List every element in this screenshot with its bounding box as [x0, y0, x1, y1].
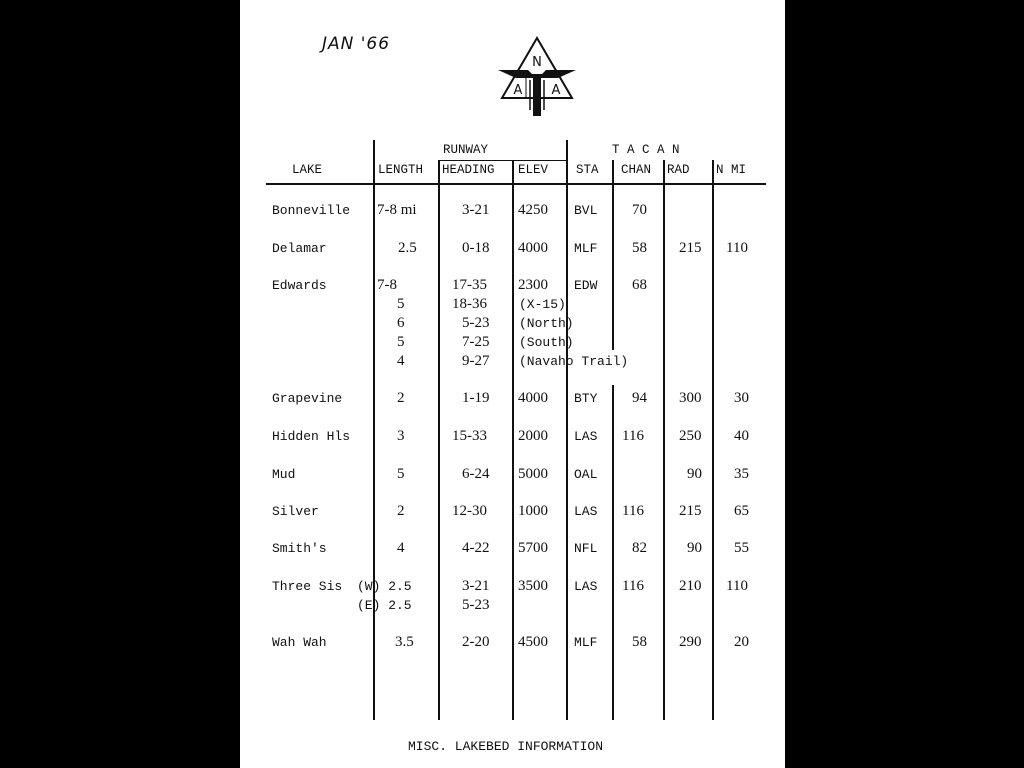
elev-cell: 2300 — [518, 277, 548, 293]
header-rule — [266, 183, 766, 185]
column-header-heading: HEADING — [442, 163, 495, 177]
elev-cell: 5000 — [518, 466, 548, 482]
chan-cell: 68 — [632, 277, 647, 293]
sta-cell: LAS — [574, 579, 598, 594]
elev-cell: 4250 — [518, 202, 548, 218]
column-header-lake: LAKE — [292, 163, 323, 177]
runway-group-header: RUNWAY — [443, 143, 489, 157]
document-page — [240, 0, 785, 768]
nmi-cell: 110 — [726, 578, 748, 594]
rad-cell: 250 — [679, 428, 702, 444]
document-date: JAN '66 — [322, 34, 391, 54]
column-divider — [438, 160, 440, 720]
heading-cell: 0-18 — [462, 240, 490, 256]
nmi-cell: 65 — [734, 503, 749, 519]
length-cell: 2.5 — [398, 240, 417, 256]
tacan-group-header: T A C A N — [612, 143, 680, 157]
rad-cell: 215 — [679, 240, 702, 256]
rad-cell: 90 — [687, 540, 702, 556]
column-header-elev: ELEV — [518, 163, 549, 177]
column-header-length: LENGTH — [378, 163, 424, 177]
length-cell: 3.5 — [395, 634, 414, 650]
nmi-cell: 55 — [734, 540, 749, 556]
length-cell: (E) 2.5 — [357, 598, 412, 613]
nmi-cell: 40 — [734, 428, 749, 444]
heading-cell: 3-21 — [462, 578, 490, 594]
elev-cell: 3500 — [518, 578, 548, 594]
length-cell: (W) 2.5 — [357, 579, 412, 594]
sta-cell: BVL — [574, 203, 598, 218]
column-header-sta: STA — [576, 163, 599, 177]
heading-cell: 15-33 — [452, 428, 487, 444]
length-cell: 4 — [397, 540, 405, 556]
rad-cell: 290 — [679, 634, 702, 650]
length-cell: 6 — [397, 315, 405, 331]
chan-cell: 58 — [632, 240, 647, 256]
rad-cell: 215 — [679, 503, 702, 519]
column-header-n-mi: N MI — [716, 163, 747, 177]
lake-cell: Three Sis — [272, 579, 343, 594]
rad-cell: 300 — [679, 390, 702, 406]
heading-cell: 6-24 — [462, 466, 490, 482]
length-cell: 3 — [397, 428, 405, 444]
column-header-rad: RAD — [667, 163, 690, 177]
length-cell: 7-8 — [377, 277, 397, 293]
chan-cell: 116 — [622, 578, 644, 594]
heading-cell: 17-35 — [452, 277, 487, 293]
lake-cell: Delamar — [272, 241, 327, 256]
length-cell: 7-8 mi — [377, 202, 417, 218]
column-divider — [373, 140, 375, 720]
heading-cell: 4-22 — [462, 540, 490, 556]
lake-cell: Wah Wah — [272, 635, 327, 650]
sta-cell: MLF — [574, 241, 598, 256]
elev-cell: 4000 — [518, 390, 548, 406]
document-footer: MISC. LAKEBED INFORMATION — [408, 739, 604, 754]
heading-cell: 18-36 — [452, 296, 487, 312]
nmi-cell: 30 — [734, 390, 749, 406]
elev-cell: 5700 — [518, 540, 548, 556]
length-cell: 2 — [397, 503, 405, 519]
heading-cell: 3-21 — [462, 202, 490, 218]
column-divider — [612, 385, 614, 720]
lake-cell: Silver — [272, 504, 319, 519]
sta-cell: BTY — [574, 391, 598, 406]
heading-cell: 12-30 — [452, 503, 487, 519]
sta-cell: LAS — [574, 504, 598, 519]
lake-cell: Bonneville — [272, 203, 351, 218]
heading-cell: 7-25 — [462, 334, 490, 350]
logo-letter-n: N — [532, 55, 542, 70]
naa-logo-icon — [498, 36, 576, 120]
column-divider — [512, 160, 514, 720]
elev-cell: 2000 — [518, 428, 548, 444]
lake-cell: Mud — [272, 467, 296, 482]
sta-cell: MLF — [574, 635, 598, 650]
sta-cell: EDW — [574, 278, 598, 293]
chan-cell: 116 — [622, 428, 644, 444]
length-cell: 4 — [397, 353, 405, 369]
elev-cell: (Navaho Trail) — [519, 354, 629, 369]
length-cell: 5 — [397, 466, 405, 482]
length-cell: 5 — [397, 334, 405, 350]
elev-cell: (South) — [519, 335, 574, 350]
heading-cell: 2-20 — [462, 634, 490, 650]
sta-cell: LAS — [574, 429, 598, 444]
elev-cell: 4500 — [518, 634, 548, 650]
column-divider — [712, 160, 714, 720]
heading-cell: 9-27 — [462, 353, 490, 369]
nmi-cell: 35 — [734, 466, 749, 482]
nmi-cell: 110 — [726, 240, 748, 256]
chan-cell: 70 — [632, 202, 647, 218]
chan-cell: 94 — [632, 390, 647, 406]
column-divider — [566, 140, 568, 720]
elev-cell: 4000 — [518, 240, 548, 256]
sta-cell: OAL — [574, 467, 598, 482]
lake-cell: Grapevine — [272, 391, 343, 406]
logo-letter-a-right: A — [551, 83, 561, 98]
rad-cell: 210 — [679, 578, 702, 594]
heading-cell: 5-23 — [462, 315, 490, 331]
nmi-cell: 20 — [734, 634, 749, 650]
sta-cell: NFL — [574, 541, 598, 556]
rad-cell: 90 — [687, 466, 702, 482]
chan-cell: 58 — [632, 634, 647, 650]
heading-cell: 5-23 — [462, 597, 490, 613]
runway-header-rule — [438, 160, 566, 161]
elev-cell: (North) — [519, 316, 574, 331]
lake-cell: Hidden Hls — [272, 429, 351, 444]
elev-cell: 1000 — [518, 503, 548, 519]
elev-cell: (X-15) — [519, 297, 566, 312]
chan-cell: 82 — [632, 540, 647, 556]
column-divider — [663, 160, 665, 720]
length-cell: 2 — [397, 390, 405, 406]
logo-letter-a-left: A — [513, 83, 523, 98]
lake-cell: Smith's — [272, 541, 327, 556]
column-header-chan: CHAN — [621, 163, 652, 177]
lake-cell: Edwards — [272, 278, 327, 293]
heading-cell: 1-19 — [462, 390, 490, 406]
chan-cell: 116 — [622, 503, 644, 519]
column-divider — [612, 160, 614, 350]
length-cell: 5 — [397, 296, 405, 312]
